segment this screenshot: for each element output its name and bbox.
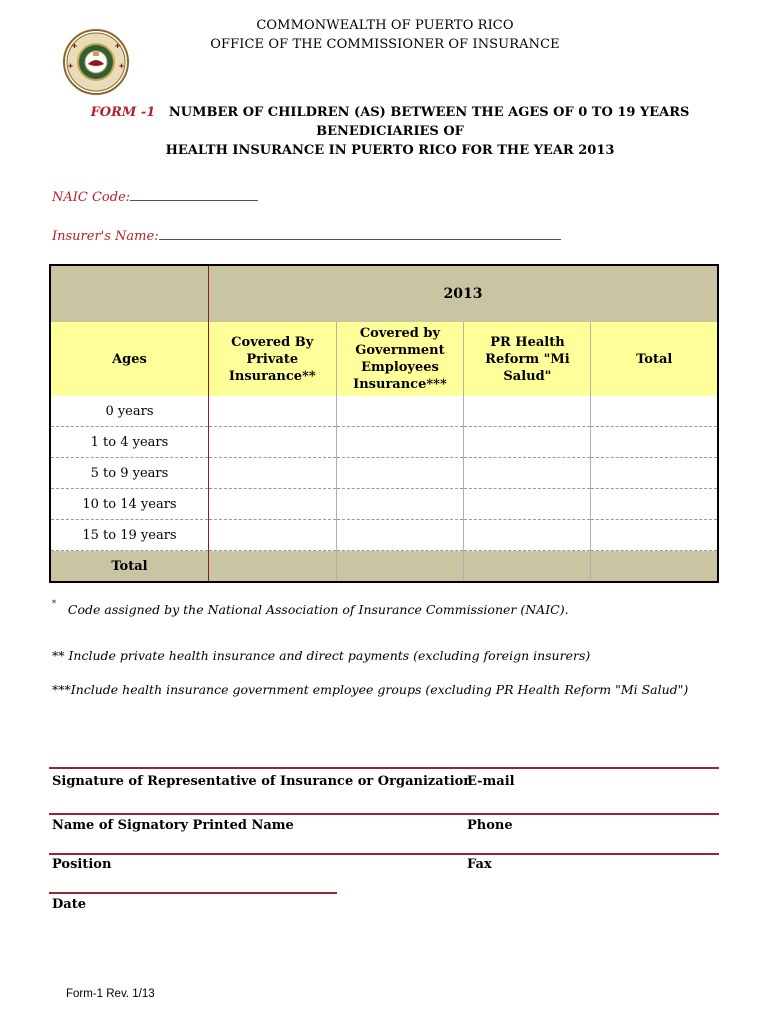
cell-government[interactable] [336, 427, 464, 458]
total-mi-salud[interactable] [464, 551, 591, 583]
cell-total[interactable] [591, 396, 718, 427]
date-rule [49, 892, 337, 894]
age-label: 5 to 9 years [50, 458, 208, 489]
column-header-row [50, 322, 718, 396]
cell-private[interactable] [208, 396, 336, 427]
svg-text:✚: ✚ [115, 43, 121, 50]
insurer-name-row [52, 227, 561, 244]
cell-government[interactable] [336, 520, 464, 551]
insurer-name-label: Insurer's Name: [52, 229, 159, 244]
age-label: 0 years [50, 396, 208, 427]
cell-mi-salud[interactable] [464, 427, 591, 458]
note-asterisk: * [52, 599, 56, 608]
total-private[interactable] [208, 551, 336, 583]
svg-text:✚: ✚ [119, 63, 125, 70]
cell-private[interactable] [208, 427, 336, 458]
cell-total[interactable] [591, 520, 718, 551]
cell-government[interactable] [336, 489, 464, 520]
header-line-2: OFFICE OF THE COMMISSIONER OF INSURANCE [210, 37, 560, 52]
cell-total[interactable] [591, 489, 718, 520]
position-label: Position [52, 857, 112, 872]
age-label: 1 to 4 years [50, 427, 208, 458]
cell-private[interactable] [208, 520, 336, 551]
table-row [50, 427, 718, 458]
insurer-name-field[interactable] [159, 227, 561, 240]
children-count-table [49, 264, 719, 583]
table-row [50, 458, 718, 489]
header-private-insurance: Covered By Private Insurance** [208, 322, 336, 396]
cell-mi-salud[interactable] [464, 489, 591, 520]
total-total[interactable] [591, 551, 718, 583]
cell-private[interactable] [208, 458, 336, 489]
year-row [50, 265, 718, 322]
printed-name-label: Name of Signatory Printed Name [52, 818, 294, 833]
email-label: E-mail [467, 774, 515, 789]
svg-text:✚: ✚ [68, 63, 74, 70]
age-label: 15 to 19 years [50, 520, 208, 551]
table-row [50, 520, 718, 551]
cell-mi-salud[interactable] [464, 458, 591, 489]
note-government: ***Include health insurance government employee groups (excluding PR Health Reform "Mi Salud") [52, 682, 689, 697]
year-heading: 2013 [208, 265, 718, 322]
header-line-1: COMMONWEALTH OF PUERTO RICO [256, 18, 514, 33]
cell-total[interactable] [591, 458, 718, 489]
cell-mi-salud[interactable] [464, 520, 591, 551]
date-label: Date [52, 897, 86, 912]
header-ages: Ages [50, 322, 208, 396]
total-government[interactable] [336, 551, 464, 583]
naic-code-row [52, 188, 258, 205]
note-naic: * Code assigned by the National Association of Insurance Commissioner (NAIC). [52, 599, 569, 617]
position-rule [49, 853, 719, 855]
header-mi-salud: PR Health Reform "Mi Salud" [464, 322, 591, 396]
form-revision: Form-1 Rev. 1/13 [66, 988, 155, 1000]
signature-label: Signature of Representative of Insurance or Organization [52, 774, 473, 789]
year-corner-cell [50, 265, 208, 322]
signature-rule [49, 767, 719, 769]
note-private: ** Include private health insurance and direct payments (excluding foreign insurers) [52, 648, 591, 663]
name-rule [49, 813, 719, 815]
form-title [60, 103, 720, 160]
naic-code-field[interactable] [130, 188, 258, 201]
header-total: Total [591, 322, 718, 396]
cell-total[interactable] [591, 427, 718, 458]
form-label: FORM -1 [90, 105, 156, 120]
total-label: Total [50, 551, 208, 583]
table-row [50, 396, 718, 427]
naic-code-label: NAIC Code: [52, 190, 131, 205]
cell-mi-salud[interactable] [464, 396, 591, 427]
fax-label: Fax [467, 857, 492, 872]
table-row [50, 489, 718, 520]
title-line-2: HEALTH INSURANCE IN PUERTO RICO FOR THE YEAR 2013 [165, 143, 615, 158]
svg-text:✚: ✚ [72, 43, 78, 50]
title-line-1: NUMBER OF CHILDREN (AS) BETWEEN THE AGES OF 0 TO 19 YEARS BENEDICIARIES OF [168, 105, 690, 139]
cell-government[interactable] [336, 458, 464, 489]
cell-private[interactable] [208, 489, 336, 520]
header-government-insurance: Covered by Government Employees Insurance*** [336, 322, 464, 396]
age-label: 10 to 14 years [50, 489, 208, 520]
cell-government[interactable] [336, 396, 464, 427]
total-row [50, 551, 718, 583]
phone-label: Phone [467, 818, 513, 833]
